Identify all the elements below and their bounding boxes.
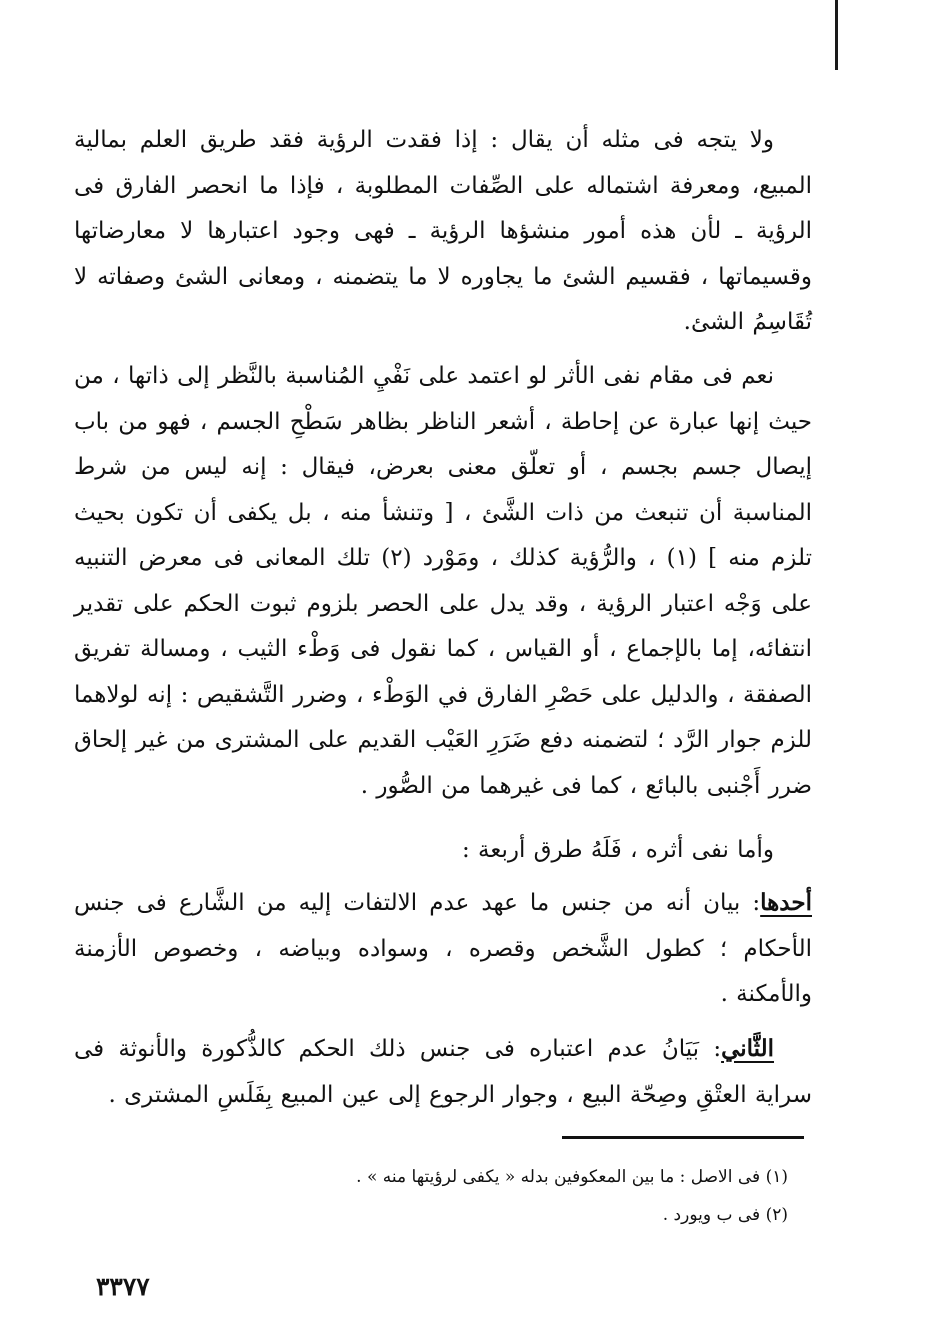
- paragraph-text: وأما نفى أثره ، فَلَهُ طرق أربعة :: [461, 837, 774, 863]
- paragraph-lead: الثَّاني: [721, 1035, 774, 1062]
- paragraph-text: [74, 880, 812, 1018]
- paragraph-text: [74, 1026, 812, 1118]
- paragraph-3: [74, 828, 812, 874]
- footnote-2: (٢) فى ب ويورد .: [662, 1205, 788, 1225]
- footnote-1: (١) فى الاصل : ما بين المعكوفين بدله « يكفى لرؤيتها منه » .: [356, 1167, 788, 1187]
- page-number: ٣٣٧٧: [96, 1272, 150, 1301]
- paragraph-4: [74, 880, 812, 1018]
- scan-margin-mark: [835, 0, 838, 70]
- paragraph-2: [74, 354, 812, 809]
- paragraph-text: ولا يتجه فى مثله أن يقال : إذا فقدت الرؤية فقد طريق العلم بمالية المبيع، ومعرفة اشتماله على الصِّفات المطلوبة ، فإذا ما انحصر الفارق فى الرؤية ـ لأن هذه أمور منشؤها الرؤية ـ فهى وجود اعتبارها لا معارضاتها وقسيماتها ، فقسيم الشئ ما يجاوره لا ما يتضمنه ، ومعانى الشئ وصفاته لا تُقَاسِمُ الشئ.: [74, 127, 812, 335]
- paragraph-body: : بَيَانُ عدم اعتباره فى جنس ذلك الحكم كالذُّكورة والأنوثة فى سراية العتْقِ وصِحّة البيع ، وجوار الرجوع إلى عين المبيع بِفَلَسِ المشترى .: [74, 1036, 812, 1108]
- paragraph-5: [74, 1026, 812, 1118]
- paragraph-text: نعم فى مقام نفى الأثر لو اعتمد على نَفْيِ المُناسبة بالنَّظر إلى ذاتها ، من حيث إنها عبارة عن إحاطة ، أشعر الناظر بظاهر سَطْحِ الجسم ، فهو من باب إيصال جسم بجسم ، أو تعلّق معنى بعرض، فيقال : إنه ليس من شرط المناسبة أن تنبعث من ذات الشَّئ ، [ وتنشأ منه ، بل يكفى أن تكون بحيث تلزم منه ] (١) ، والرُّؤية كذلك ، ومَوْرد (٢) تلك المعانى فى معرض التنبيه على وَجْه اعتبار الرؤية ، وقد يدل على الحصر بلزوم ثبوت الحكم على تقدير انتفائه، إما بالإجماع ، أو القياس ، كما نقول فى وَطْء الثيب ، ومسالة تفريق الصفقة ، والدليل على حَصْرِ الفارق في الوَطْء ، وضرر التَّشقيص : إنه لولاهما للزم جوار الرَّد ؛ لتضمنه دفع ضَرَرِ العَيْب القديم على المشترى من غير إلحاق ضرر أَجْنبى بالبائع ، كما فى غيرهما من الصُّور .: [74, 363, 813, 799]
- footnote-separator: [562, 1136, 804, 1139]
- paragraph-1: [74, 118, 812, 346]
- paragraph-lead: أحدها: [760, 889, 812, 916]
- paragraph-body: : بيان أنه من جنس ما عهد عدم الالتفات إليه من الشَّارع فى جنس الأحكام ؛ كطول الشَّخص وقصره ، وسواده وبياضه ، وخصوص الأزمنة والأمكنة .: [74, 890, 812, 1007]
- footnotes: [190, 1158, 788, 1234]
